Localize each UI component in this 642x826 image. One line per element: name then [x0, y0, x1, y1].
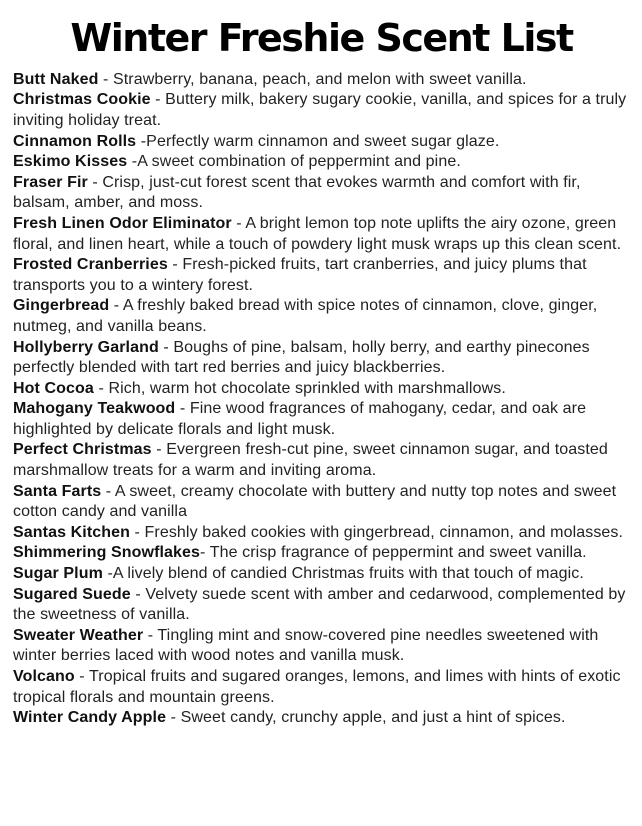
scent-description: Evergreen fresh-cut pine, sweet cinnamon sugar, and toasted marshmallow treats for a warm and inviting aroma.	[13, 441, 608, 480]
scent-name: Volcano	[13, 668, 75, 686]
scent-name: Fraser Fir	[13, 173, 88, 191]
scent-separator: -	[127, 153, 138, 171]
scent-description: Crisp, just-cut forest scent that evokes warmth and comfort with fir, balsam, amber, and moss.	[13, 173, 581, 212]
scent-name: Sugared Suede	[13, 585, 131, 603]
scent-name: Hollyberry Garland	[13, 338, 159, 356]
scent-description: A lively blend of candied Christmas fruits with that touch of magic.	[112, 565, 584, 583]
scent-separator: -	[151, 441, 167, 459]
scent-description: Fine wood fragrances of mahogany, cedar, and oak are highlighted by delicate florals and light musk.	[13, 400, 587, 438]
scent-name: Sugar Plum	[13, 565, 103, 583]
scent-description: Rich, warm hot chocolate sprinkled with marshmallows.	[108, 379, 506, 397]
scent-separator: -	[109, 297, 123, 315]
scent-separator: -	[74, 668, 89, 686]
scent-item	[13, 152, 630, 173]
scent-separator: -	[130, 523, 145, 541]
scent-separator: -	[200, 544, 210, 562]
scent-separator: -	[98, 70, 113, 88]
scent-item	[13, 338, 630, 379]
scent-name: Mahogany Teakwood	[13, 400, 176, 418]
scent-separator: -	[175, 400, 190, 418]
scent-description: Boughs of pine, balsam, holly berry, and earthy pinecones perfectly blended with tart red berries and juicy blackberries.	[13, 338, 590, 377]
scent-name: Santas Kitchen	[13, 523, 130, 541]
scent-name: Santa Farts	[13, 482, 102, 500]
scent-name: Fresh Linen Odor Eliminator	[13, 214, 232, 232]
scent-item	[13, 90, 630, 131]
scent-item	[13, 482, 630, 523]
scent-description: Velvety suede scent with amber and cedarwood, complemented by the sweetness of vanilla.	[13, 585, 626, 624]
scent-separator: -	[136, 132, 147, 150]
page-title: Winter Freshie Scent List	[70, 16, 573, 60]
scent-description: Fresh-picked fruits, tart cranberries, and juicy plums that transports you to a wintery forest.	[13, 256, 587, 294]
scent-name: Cinnamon Rolls	[13, 132, 137, 150]
scent-separator: -	[87, 173, 103, 191]
scent-separator: -	[130, 585, 146, 603]
scent-item	[13, 667, 630, 708]
scent-description: Sweet candy, crunchy apple, and just a hint of spices.	[180, 709, 566, 727]
scent-name: Shimmering Snowflakes	[13, 544, 201, 562]
scent-item	[13, 173, 630, 214]
scent-description: Perfectly warm cinnamon and sweet sugar glaze.	[146, 132, 500, 150]
scent-separator: -	[166, 709, 181, 727]
scent-name: Butt Naked	[13, 70, 99, 88]
scent-separator: -	[101, 482, 115, 500]
scent-item	[13, 379, 630, 400]
scent-name: Gingerbread	[13, 297, 110, 315]
scent-item	[13, 543, 630, 564]
scent-item	[13, 523, 630, 544]
scent-item	[13, 564, 630, 585]
scent-item	[13, 255, 630, 296]
scent-description: Strawberry, banana, peach, and melon with sweet vanilla.	[112, 70, 527, 88]
scent-description: A sweet, creamy chocolate with buttery and nutty top notes and sweet cotton candy and vanilla	[13, 482, 617, 521]
scent-description: Tingling mint and snow-covered pine needles sweetened with winter berries laced with wood notes and vanilla musk.	[13, 626, 599, 665]
scent-item	[13, 708, 630, 729]
scent-separator: -	[143, 626, 158, 644]
scent-item	[13, 399, 630, 440]
scent-description: Tropical fruits and sugared oranges, lemons, and limes with hints of exotic tropical florals and mountain greens.	[13, 668, 621, 706]
scent-item	[13, 296, 630, 337]
scent-name: Hot Cocoa	[13, 379, 94, 397]
scent-item	[13, 70, 630, 91]
scent-name: Eskimo Kisses	[13, 153, 128, 171]
scent-description: Buttery milk, bakery sugary cookie, vanilla, and spices for a truly inviting holiday treat.	[13, 91, 627, 129]
scent-description: Freshly baked cookies with gingerbread, cinnamon, and molasses.	[144, 523, 624, 541]
scent-separator: -	[231, 214, 246, 232]
scent-list	[13, 70, 630, 729]
scent-separator: -	[167, 256, 183, 274]
scent-separator: -	[158, 338, 174, 356]
scent-item	[13, 214, 630, 255]
scent-name: Perfect Christmas	[13, 441, 152, 459]
scent-item	[13, 585, 630, 626]
scent-description: A freshly baked bread with spice notes of cinnamon, clove, ginger, nutmeg, and vanilla beans.	[13, 297, 598, 335]
scent-name: Sweater Weather	[13, 626, 144, 644]
scent-separator: -	[150, 91, 166, 109]
scent-name: Christmas Cookie	[13, 91, 151, 109]
scent-item	[13, 440, 630, 481]
scent-description: A sweet combination of peppermint and pine.	[137, 153, 461, 171]
scent-name: Winter Candy Apple	[13, 709, 167, 727]
scent-description: A bright lemon top note uplifts the airy ozone, green floral, and linen heart, while a touch of powdery light musk wraps up this clean scent.	[13, 214, 622, 253]
scent-separator: -	[93, 379, 109, 397]
scent-name: Frosted Cranberries	[13, 256, 168, 274]
scent-description: The crisp fragrance of peppermint and sweet vanilla.	[209, 544, 587, 562]
scent-item	[13, 626, 630, 667]
scent-separator: -	[102, 565, 113, 583]
scent-item	[13, 132, 630, 153]
